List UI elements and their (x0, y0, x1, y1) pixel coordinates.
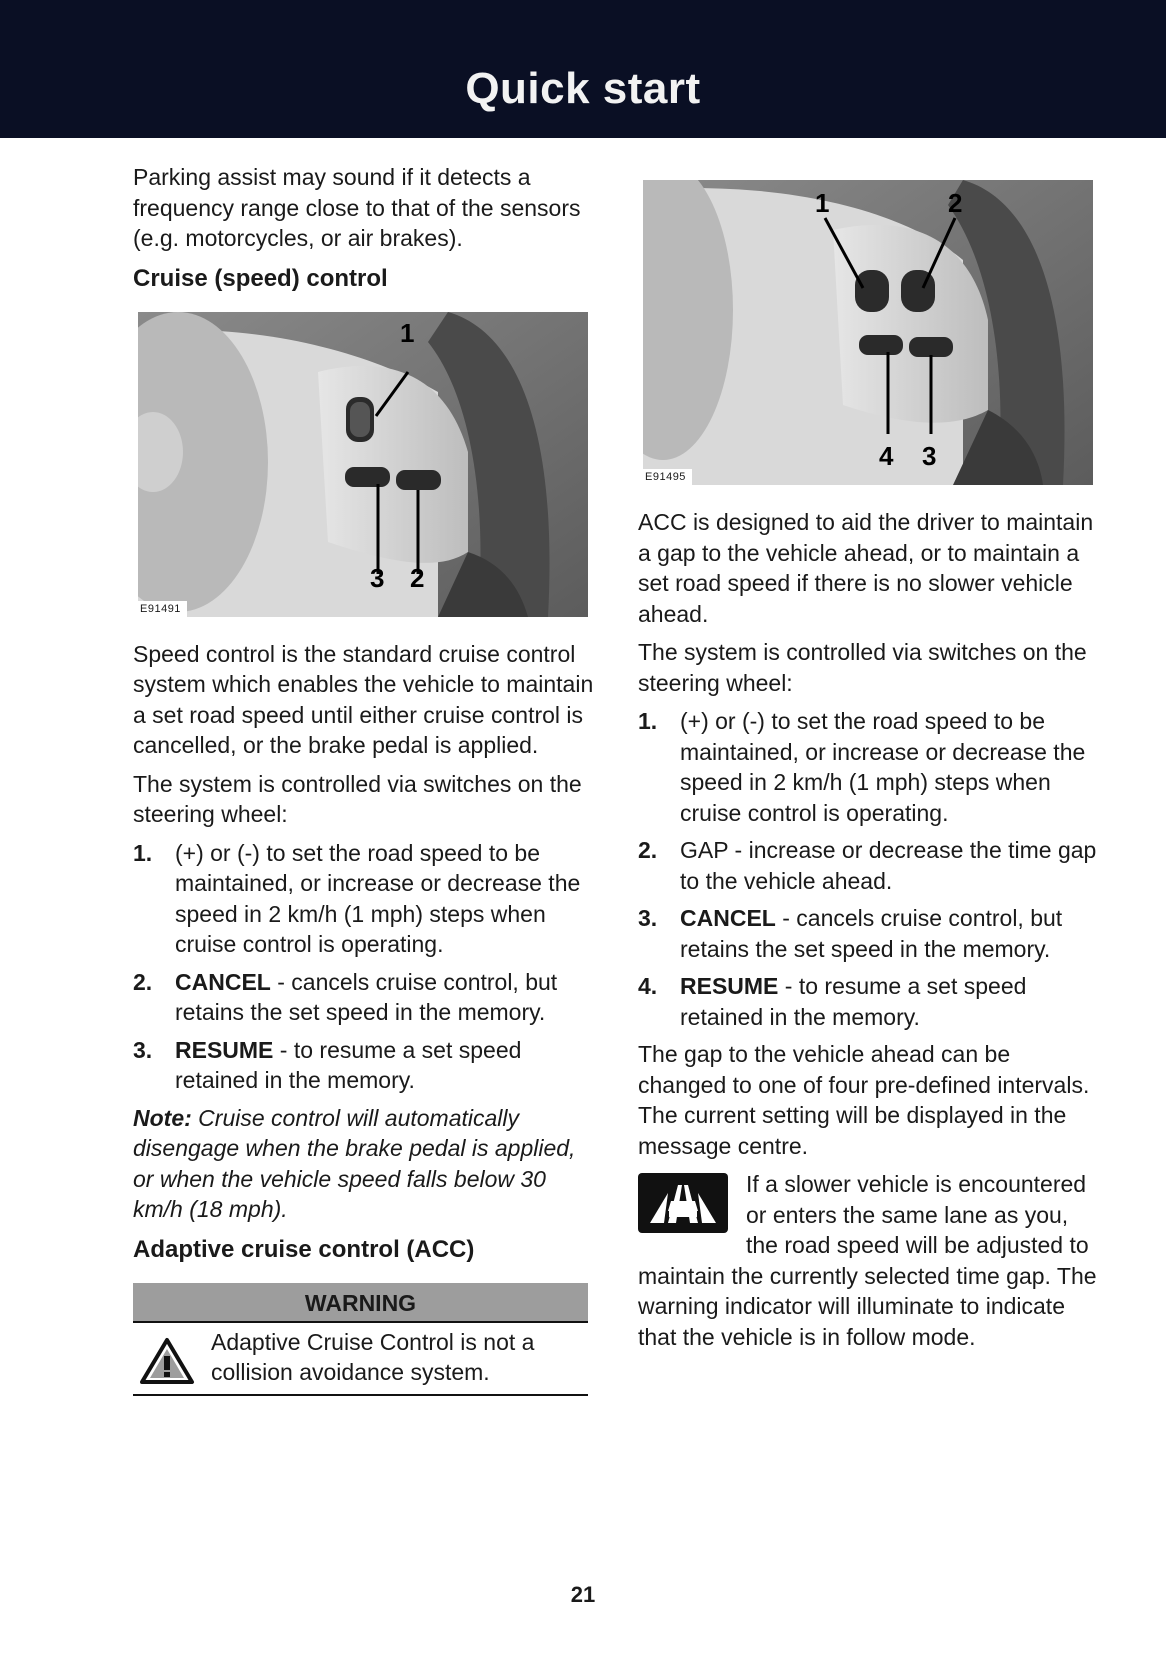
switches-paragraph: The system is controlled via switches on the steering wheel: (638, 639, 1087, 696)
speed-control-paragraph: Speed control is the standard cruise control system which enables the vehicle to maintain a set road speed until either cruise control is cancelled, or the brake pedal is applied. (133, 640, 594, 758)
page-number: 21 (570, 1582, 596, 1607)
figure1-callout-1: 1 (400, 317, 415, 348)
acc-switch-list (638, 706, 1100, 1032)
acc-figure (643, 180, 1093, 485)
note: Note: Cruise control will automatically disengage when the brake pedal is applied, or when the vehicle speed falls below 30 km/h (18 mph). (133, 1104, 576, 1222)
follow-mode-paragraph: If a slower vehicle is encountered or enters the same lane as you, the road speed will be adjusted to maintain the currently selected time gap. The warning indicator will illuminate to indicate that the vehicle is in follow mode. (638, 1171, 1097, 1350)
intro-paragraph: Parking assist may sound if it detects a frequency range close to that of the sensors (e.g. motorcycles, or air brakes). (133, 164, 581, 251)
page-title: Quick start (465, 64, 701, 113)
follow-mode-icon (638, 1173, 728, 1241)
left-column (133, 162, 595, 1396)
acc-intro-paragraph: ACC is designed to aid the driver to maintain a gap to the vehicle ahead, or to maintain a set road speed if there is no slower vehicle ahead. (638, 509, 1094, 627)
right-column (638, 180, 1100, 1360)
warning-box (133, 1283, 588, 1396)
figure-code: E91491 (138, 601, 187, 617)
figure2-callout-3: 3 (922, 441, 937, 471)
figure1-callout-2: 2 (410, 562, 425, 593)
steering-wheel-illustration (138, 312, 588, 617)
figure1-callout-3: 3 (370, 562, 385, 593)
steering-wheel-illustration (643, 180, 1093, 485)
figure-code: E91495 (643, 469, 692, 485)
list-item: 2. CANCEL - cancels cruise control, but retains the set speed in the memory. (133, 968, 558, 1025)
cruise-switch-list (133, 838, 595, 1096)
warning-title: WARNING (133, 1283, 588, 1323)
list-item: 4. RESUME - to resume a set speed retained in the memory. (638, 973, 1027, 1030)
warning-triangle-icon (139, 1337, 195, 1393)
list-item: 3. CANCEL - cancels cruise control, but retains the set speed in the memory. (638, 905, 1063, 962)
figure2-callout-2: 2 (948, 188, 963, 218)
gap-paragraph: The gap to the vehicle ahead can be changed to one of four pre-defined intervals. The current setting will be displayed in the message centre. (638, 1041, 1090, 1159)
warning-text: Adaptive Cruise Control is not a collision avoidance system. (211, 1328, 535, 1385)
list-item: 3. RESUME - to resume a set speed retained in the memory. (133, 1036, 522, 1093)
list-item: 2. GAP - increase or decrease the time gap to the vehicle ahead. (638, 837, 1097, 894)
switches-paragraph: The system is controlled via switches on the steering wheel: (133, 770, 582, 827)
acc-heading: Adaptive cruise control (ACC) (133, 1235, 475, 1263)
figure2-callout-4: 4 (879, 441, 894, 471)
warning-body (133, 1323, 588, 1394)
page-header (0, 0, 1166, 138)
cruise-control-figure (138, 312, 588, 617)
list-item: 1. (+) or (-) to set the road speed to be maintained, or increase or decrease the speed in 2 km/h (1 mph) steps when cruise control is operating. (133, 839, 581, 957)
list-item: 1. (+) or (-) to set the road speed to be maintained, or increase or decrease the speed in 2 km/h (1 mph) steps when cruise control is operating. (638, 708, 1086, 826)
figure2-callout-1: 1 (815, 188, 830, 218)
cruise-control-heading: Cruise (speed) control (133, 264, 388, 292)
